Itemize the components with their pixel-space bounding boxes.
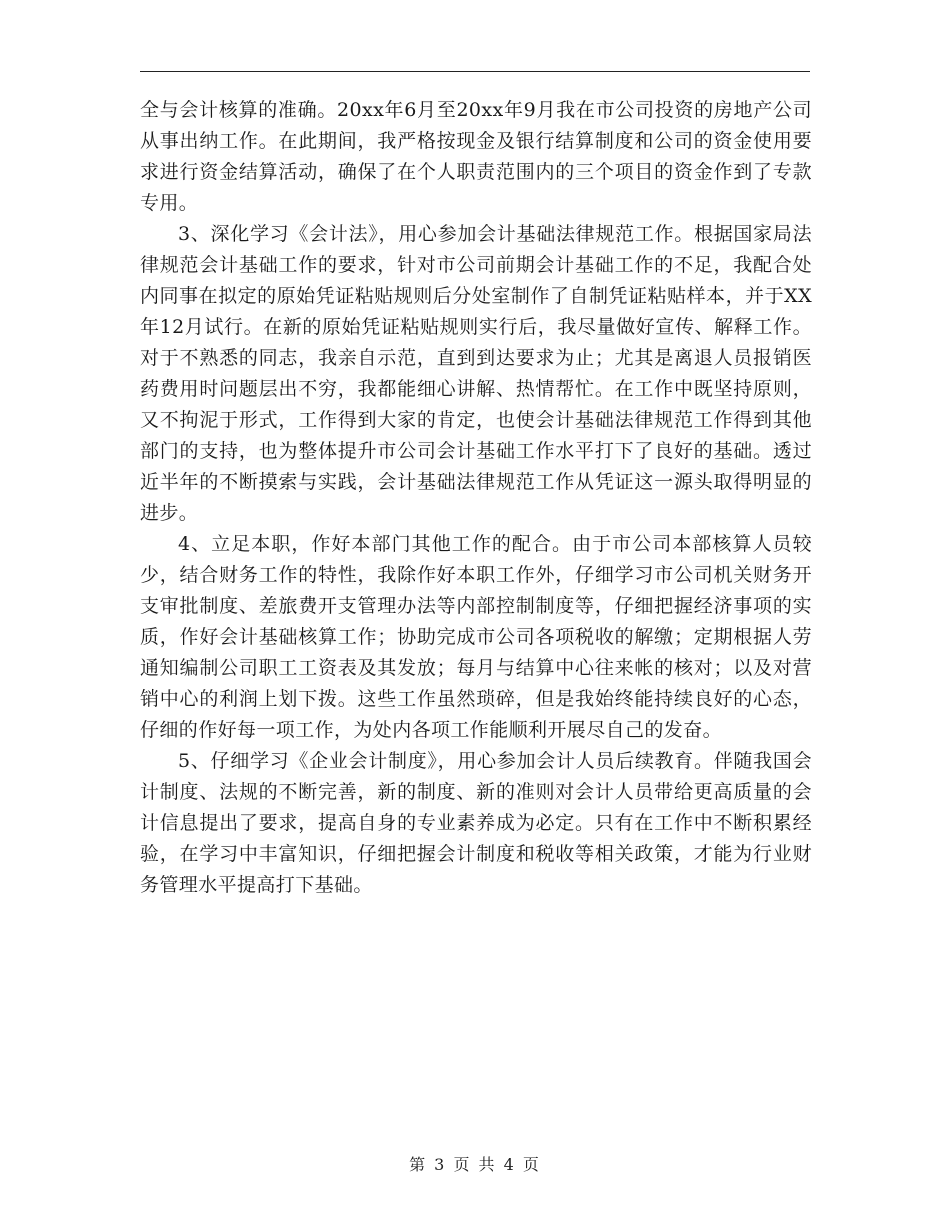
paragraph-3: 4、立足本职，作好本部门其他工作的配合。由于市公司本部核算人员较少，结合财务工作的特性，我除作好本职工作外，仔细学习市公司机关财务开支审批制度、差旅费开支管理办法等内部控制制度等，仔细把握经济事项的实质，作好会计基础核算工作；协助完成市公司各项税收的解缴；定期根据人劳通知编制公司职工工资表及其发放；每月与结算中心往来帐的核对；以及对营销中心的利润上划下拨。这些工作虽然琐碎，但是我始终能持续良好的心态，仔细的作好每一项工作，为处内各项工作能顺利开展尽自己的发奋。 <box>140 533 812 741</box>
paragraph-4: 5、仔细学习《企业会计制度》，用心参加会计人员后续教育。伴随我国会计制度、法规的不断完善，新的制度、新的准则对会计人员带给更高质量的会计信息提出了要求，提高自身的专业素养成为必定。只有在工作中不断积累经验，在学习中丰富知识，仔细把握会计制度和税收等相关政策，才能为行业财务管理水平提高打下基础。 <box>140 750 812 896</box>
body-text <box>140 95 812 901</box>
paragraph-2: 3、深化学习《会计法》，用心参加会计基础法律规范工作。根据国家局法律规范会计基础工作的要求，针对市公司前期会计基础工作的不足，我配合处内同事在拟定的原始凭证粘贴规则后分处室制作了自制凭证粘贴样本，并于XX年12月试行。在新的原始凭证粘贴规则实行后，我尽量做好宣传、解释工作。对于不熟悉的同志，我亲自示范，直到到达要求为止；尤其是离退人员报销医药费用时问题层出不穷，我都能细心讲解、热情帮忙。在工作中既坚持原则，又不拘泥于形式，工作得到大家的肯定，也使会计基础法律规范工作得到其他部门的支持，也为整体提升市公司会计基础工作水平打下了良好的基础。透过近半年的不断摸索与实践，会计基础法律规范工作从凭证这一源头取得明显的进步。 <box>140 223 812 524</box>
paragraph-1: 全与会计核算的准确。20xx年6月至20xx年9月我在市公司投资的房地产公司从事出纳工作。在此期间，我严格按现金及银行结算制度和公司的资金使用要求进行资金结算活动，确保了在个人职责范围内的三个项目的资金作到了专款专用。 <box>140 99 812 214</box>
header-rule <box>140 71 810 72</box>
page-number-footer: 第 3 页 共 4 页 <box>409 1155 541 1174</box>
